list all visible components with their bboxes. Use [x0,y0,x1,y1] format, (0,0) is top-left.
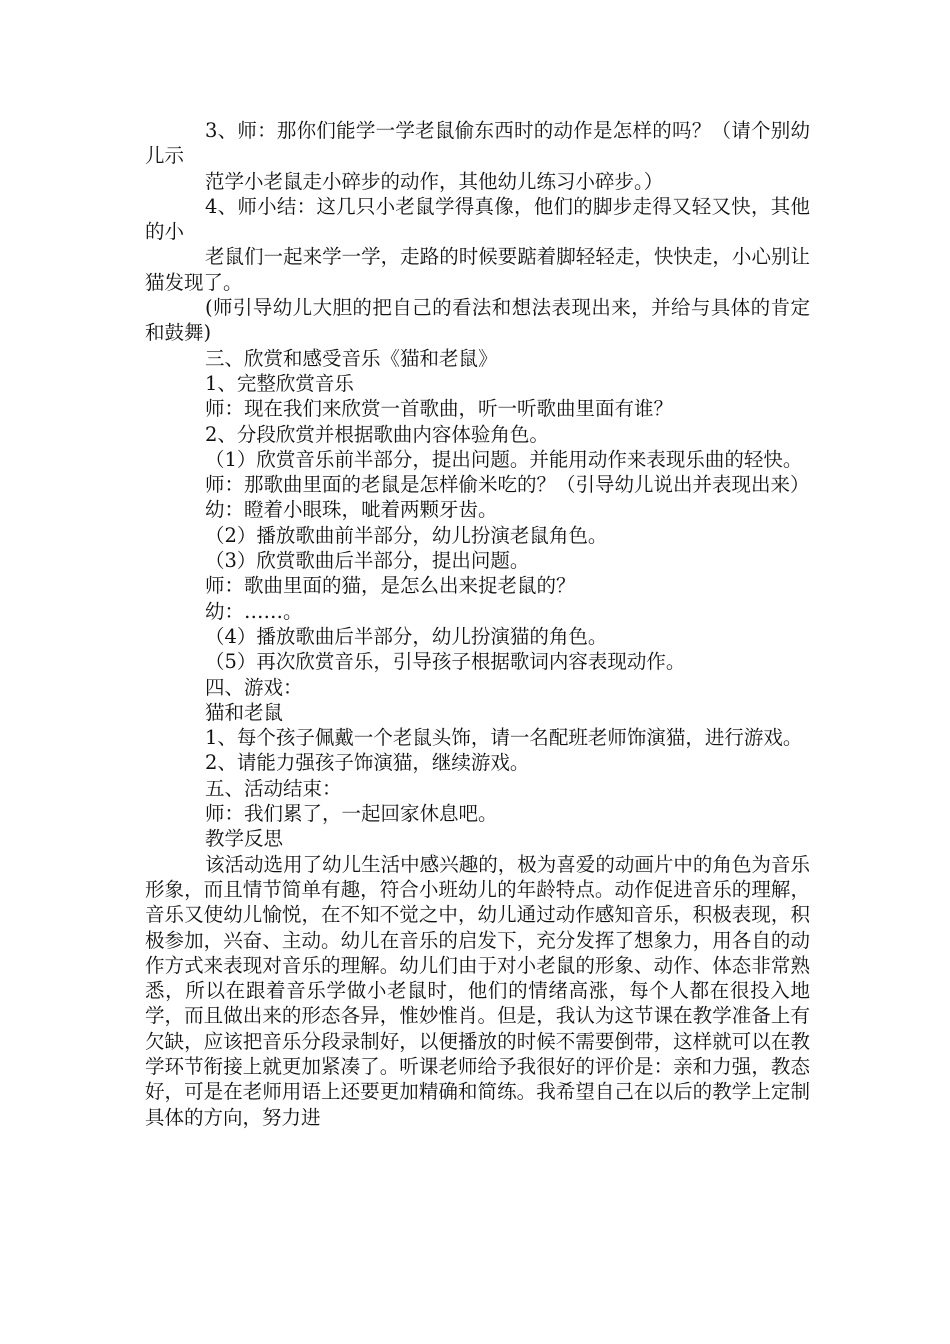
paragraph-sub-2: （2）播放歌曲前半部分，幼儿扮演老鼠角色。 [205,523,608,547]
reflection-heading: 教学反思 [205,827,284,851]
paragraph-step-3: 3、师：那你们能学一学老鼠偷东西时的动作是怎样的吗？（请个别幼儿示 [145,119,810,168]
paragraph-child-2: 幼：……。 [205,599,303,623]
paragraph-sub-1: （1）欣赏音乐前半部分，提出问题。并能用动作来表现乐曲的轻快。 [205,447,803,471]
paragraph-item-1: 1、完整欣赏音乐 [205,371,354,395]
paragraph-step-3-cont: 范学小老鼠走小碎步的动作，其他幼儿练习小碎步。） [205,169,664,193]
paragraph-teacher-end: 师：我们累了，一起回家休息吧。 [205,802,498,826]
paragraph-game-2: 2、请能力强孩子饰演猫，继续游戏。 [205,751,530,775]
paragraph-step-4-cont: 老鼠们一起来学一学，走路的时候要踮着脚轻轻走，快快走，小心别让猫发现了。 [145,245,810,294]
paragraph-sub-4: （4）播放歌曲后半部分，幼儿扮演猫的角色。 [205,624,608,648]
paragraph-teacher-note: (师引导幼儿大胆的把自己的看法和想法表现出来，并给与具体的肯定和鼓舞) [145,296,810,345]
paragraph-teacher-3: 师：歌曲里面的猫，是怎么出来捉老鼠的？ [205,574,576,598]
paragraph-step-4: 4、师小结：这几只小老鼠学得真像，他们的脚步走得又轻又快，其他的小 [145,194,810,244]
paragraph-teacher-2: 师：那歌曲里面的老鼠是怎样偷米吃的？（引导幼儿说出并表现出来） [205,473,810,497]
reflection-paragraph: 该活动选用了幼儿生活中感兴趣的，极为喜爱的动画片中的角色为音乐形象，而且情节简单有趣，符合小班幼儿的年龄特点。动作促进音乐的理解，音乐又使幼儿愉悦，在不知不觉之中，幼儿通过动作感知音乐，积极表现，积极参加，兴奋、主动。幼儿在音乐的启发下，充分发挥了想象力，用各自的动作方式来表现对音乐的理解。幼儿们由于对小老鼠的形象、动作、体态非常熟悉，所以在跟着音乐学做小老鼠时，他们的情绪高涨，每个人都在很投入地学，而且做出来的形态各异，惟妙惟肖。但是，我认为这节课在教学准备上有欠缺，应该把音乐分段录制好，以便播放的时候不需要倒带，这样就可以在教学环节衔接上就更加紧凑了。听课老师给予我很好的评价是：亲和力强，教态好，可是在老师用语上还要更加精确和简练。我希望自己在以后的教学上定制具体的方向，努力进 [145,852,810,1129]
section-heading-3: 三、欣赏和感受音乐《猫和老鼠》 [205,346,498,370]
paragraph-game-1: 1、每个孩子佩戴一个老鼠头饰，请一名配班老师饰演猫，进行游戏。 [205,726,803,750]
paragraph-item-2: 2、分段欣赏并根据歌曲内容体验角色。 [205,422,549,446]
section-heading-4: 四、游戏： [205,675,303,699]
paragraph-sub-3: （3）欣赏歌曲后半部分，提出问题。 [205,549,530,573]
section-heading-5: 五、活动结束： [205,776,342,800]
document-body [145,118,810,1130]
game-title: 猫和老鼠 [205,700,284,724]
paragraph-sub-5: （5）再次欣赏音乐，引导孩子根据歌词内容表现动作。 [205,650,686,674]
paragraph-child-1: 幼：瞪着小眼珠，呲着两颗牙齿。 [205,498,498,522]
paragraph-teacher-1: 师：现在我们来欣赏一首歌曲，听一听歌曲里面有谁？ [205,397,674,421]
